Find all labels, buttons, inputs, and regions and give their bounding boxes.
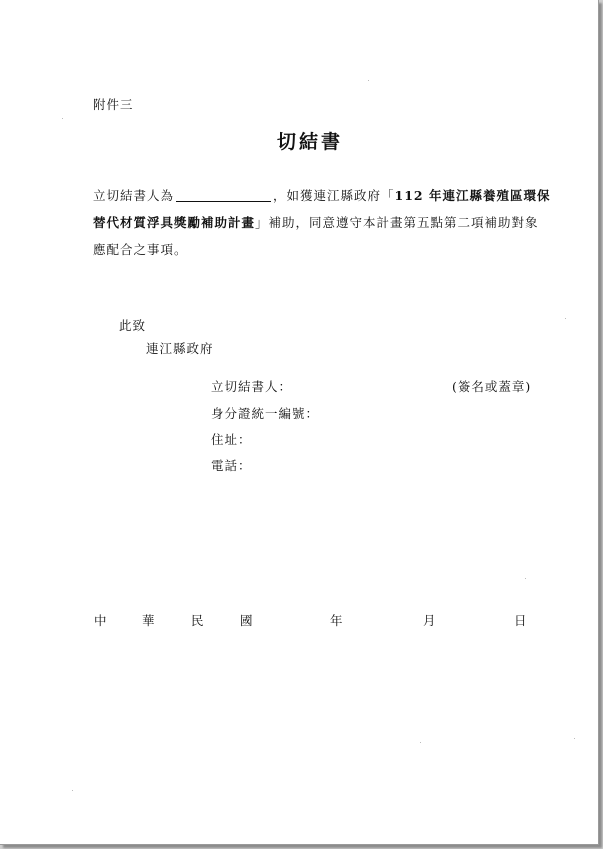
plan-name-part-2: 替代材質浮具獎勵補助計畫 [93,215,256,230]
body-line-3: 應配合之事項。 [93,242,188,257]
body-mid: ，如獲連江縣政府「 [273,188,395,203]
date-char-4: 國 [240,613,253,628]
date-char-2: 華 [142,613,155,628]
body-rest: 」補助，同意遵守本計畫第五點第二項補助對象 [255,215,539,230]
id-number-label: 身分證統一編號： [211,406,320,421]
scan-speck [574,738,575,739]
date-char-3: 民 [191,613,204,628]
body-line-2 [93,213,539,231]
date-year: 年 [330,613,343,628]
closing-salutation: 此致 [119,318,147,333]
phone-label: 電話： [211,458,252,473]
signer-note: (簽名或蓋章) [452,379,532,394]
body-line-1 [93,186,551,204]
address-label: 住址： [211,432,252,447]
scan-speck [368,80,369,81]
plan-name-part-1: 112 年連江縣養殖區環保 [394,188,551,203]
date-day: 日 [514,613,527,628]
annex-label: 附件三 [93,97,134,112]
body-prefix: 立切結書人為 [93,188,175,203]
date-month: 月 [423,613,436,628]
signer-label: 立切結書人： [211,379,293,394]
closing-recipient: 連江縣政府 [146,341,214,356]
scan-speck [565,318,566,319]
date-char-1: 中 [94,613,107,628]
scan-speck [72,790,73,791]
document-title: 切結書 [276,131,343,153]
scan-speck [62,118,63,119]
signer-name-blank [176,188,271,202]
scan-speck [420,742,421,743]
scan-speck [525,578,526,579]
